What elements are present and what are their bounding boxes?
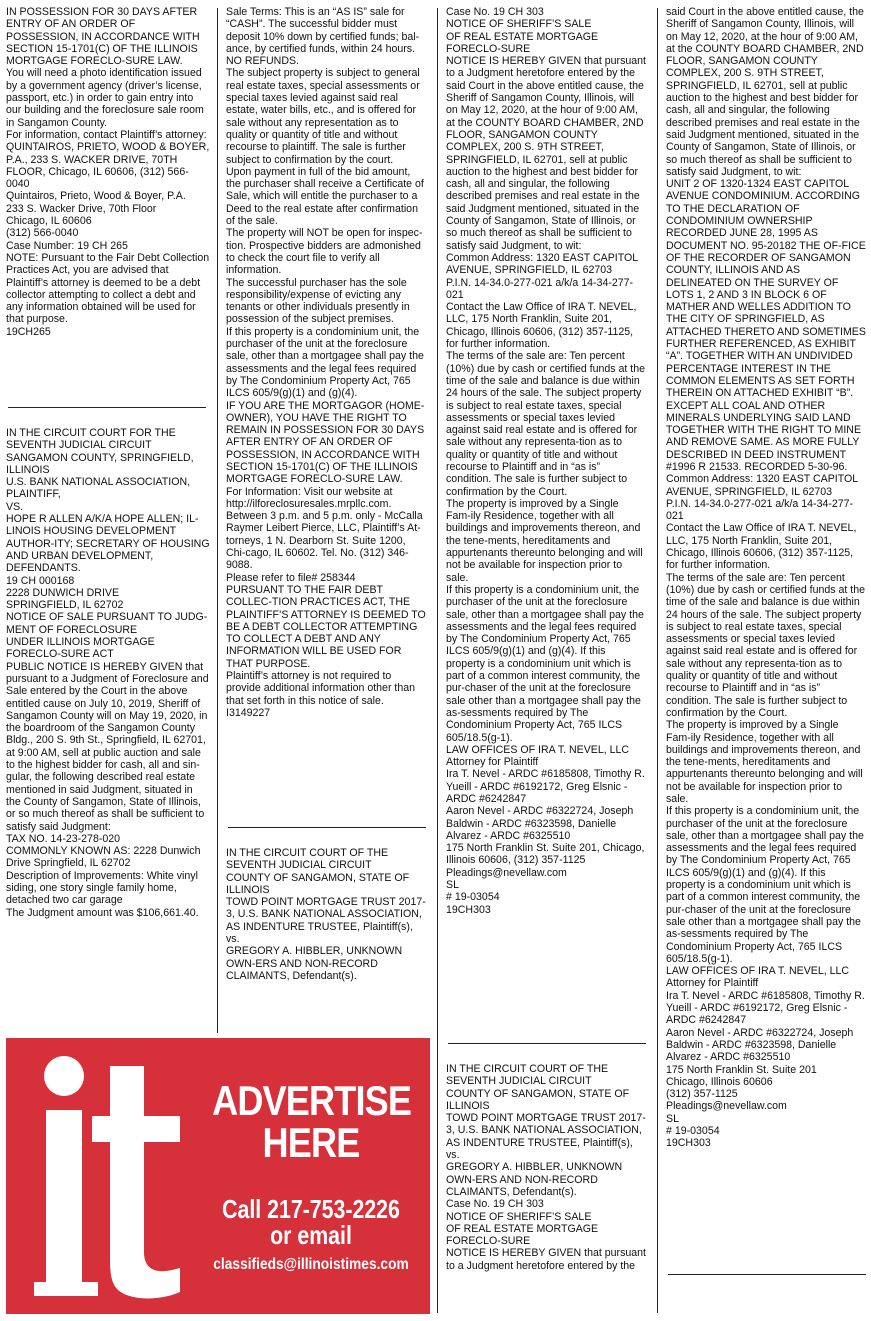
ad-email-link[interactable]: classifieds@illinoistimes.com — [213, 1256, 409, 1273]
column-4 — [666, 6, 866, 1150]
notice-divider — [448, 1043, 646, 1044]
notice-text: IN THE CIRCUIT COURT OF THE SEVENTH JUDICIAL CIRCUIT COUNTY OF SANGAMON, STATE OF ILLINOIS TOWD POINT MORTGAGE TRUST 2017-3, U.S. BANK NATIONAL ASSOCIATION, AS INDENTURE TRUSTEE, Plaintiff(s), vs. GREGORY A. HIBBLER, UNKNOWN OWN-ERS AND NON-RECORD CLAIMANTS, Defendant(s). — [226, 847, 426, 982]
notice-text: Sale Terms: This is an “AS IS” sale for “CASH”. The successful bidder must deposit 10% down by certified funds; bal-ance, by certified funds, within 24 hours. NO REFUNDS. The subject property is subject to general real estate taxes, special assessments or special taxes levied against said real estate, water bills, etc., and is offered for sale without any representation as to quality or quantity of title and without recourse to plaintiff. The sale is further subject to confirmation by the court. Upon payment in full of the bid amount, the purchaser shall receive a Certificate of Sale, which will entitle the purchaser to a Deed to the real estate after confirmation of the sale. The property will NOT be open for inspec-tion. Prospective bidders are admonished to check the court file to verify all information. The successful purchaser has the sole responsibility/expense of evicting any tenants or other individuals presently in possession of the subject premises. If this property is a condominium unit, the purchaser of the unit at the foreclosure sale, other than a mortgagee shall pay the assessments and the legal fees required by The Condominium Property Act, 765 ILCS 605/9(g)(1) and (g)(4). IF YOU ARE THE MORTGAGOR (HOME-OWNER), YOU HAVE THE RIGHT TO REMAIN IN POSSESSION FOR 30 DAYS AFTER ENTRY OF AN ORDER OF POSSESSION, IN ACCORDANCE WITH SECTION 15-1701(C) OF THE ILLINOIS MORTGAGE FORECLO-SURE LAW. For Information: Visit our website at http://ilforeclosuresales.mrpllc.com. Between 3 p.m. and 5 p.m. only - McCalla Raymer Leibert Pierce, LLC, Plaintiff’s At-torneys, 1 N. Dearborn St. Suite 1200, Chi-cago, IL 60602. Tel. No. (312) 346-9088. Please refer to file# 258344 PURSUANT TO THE FAIR DEBT COLLEC-TION PRACTICES ACT, THE PLAINTIFF’S ATTORNEY IS DEEMED TO BE A DEBT COLLECTOR ATTEMPTING TO COLLECT A DEBT AND ANY INFORMATION WILL BE USED FOR THAT PURPOSE. Plaintiff’s attorney is not required to provide additional information other than that set forth in this notice of sale. I3149227 — [226, 6, 426, 719]
column-separator — [437, 8, 438, 1313]
illinois-times-logo-icon — [12, 1033, 192, 1304]
ad-or-email: or email — [270, 1220, 352, 1250]
column-1-lower — [6, 427, 210, 919]
column-3 — [446, 6, 646, 916]
column-separator — [657, 8, 658, 1313]
column-separator — [217, 8, 218, 1033]
notice-divider — [668, 1274, 866, 1275]
ad-headline-line-2: HERE — [262, 1119, 360, 1166]
ad-phone[interactable]: Call 217-753-2226 — [222, 1194, 400, 1224]
notice-text: said Court in the above entitled cause, the Sheriff of Sangamon County, Illinois, will on May 12, 2020, at the hour of 9:00 AM, at the COUNTY BOARD CHAMBER, 2ND FLOOR, SANGAMON COUNTY COMPLEX, 200 S. 9TH STREET, SPRINGFIELD, IL 62701, sell at public auction to the highest and best bidder for cash, all and singular, the following described premises and real estate in the said Judgment mentioned, situated in the County of Sangamon, State of Illinois, or so much thereof as shall be sufficient to satisfy said Judgment, to wit: UNIT 2 OF 1320-1324 EAST CAPITOL AVENUE CONDOMINIUM. ACCORDING TO THE DECLARATION OF CONDOMINIUM OWNERSHIP RECORDED JUNE 28, 1995 AS DOCUMENT NO. 95-20182 THE OF-FICE OF THE RECORDER OF SANGAMON COUNTY, ILLINOIS AND AS DELINEATED ON THE SURVEY OF LOTS 1, 2 AND 3 IN BLOCK 6 OF MATHER AND WELLES ADDITION TO THE CITY OF SPRINGFIELD, AS ATTACHED THERETO AND SOMETIMES FURTHER REFERENCED, AS EXHIBIT “A”. TOGETHER WITH AN UNDIVIDED PERCENTAGE INTEREST IN THE COMMON ELEMENTS AS SET FORTH THEREIN ON ATTACHED EXHIBIT “B”. EXCEPT ALL COAL AND OTHER MINERALS UNDERLYING SAID LAND TOGETHER WITH THE RIGHT TO MINE AND REMOVE SAME. AS MORE FULLY DESCRIBED IN DEED INSTRUMENT #1996 R 21533. RECORDED 5-30-96. Common Address: 1320 EAST CAPITOL AVENUE, SPRINGFIELD, IL 62703 P.I.N. 14-34.0-277-021 a/k/a 14-34-277-021 Contact the Law Office of IRA T. NEVEL, LLC, 175 North Franklin, Suite 201, Chicago, Illinois 60606, (312) 357-1125, for further information. The terms of the sale are: Ten percent (10%) due by cash or certified funds at the time of the sale and balance is due within 24 hours of the sale. The subject property is subject to real estate taxes, special assessments or special taxes levied against said real estate and is offered for sale without any representa-tion as to quality or quantity of title and without recourse to Plaintiff and in “as is” condition. The sale is further subject to confirmation by the Court. The property is improved by a Single Fam-ily Residence, together with all buildings and improvements thereon, and the tene-ments, hereditaments and appurtenants thereunto belonging and will not be available for inspection prior to sale. If this property is a condominium unit, the purchaser of the unit at the foreclosure sale, other than a mortgagee shall pay the assessments and the legal fees required by The Condominium Property Act, 765 ILCS 605/9(g)(1) and (g)(4). If this property is a condominium unit which is part of a common interest community, the pur-chaser of the unit at the foreclosure sale other than a mortgagee shall pay the as-sessments required by The Condominium Property Act, 765 ILCS 605/18.5(g-1). LAW OFFICES OF IRA T. NEVEL, LLC Attorney for Plaintiff Ira T. Nevel - ARDC #6185808, Timothy R. Yueill - ARDC #6192172, Greg Elsnic - ARDC #6242847 Aaron Nevel - ARDC #6322724, Joseph Baldwin - ARDC #6323598, Danielle Alvarez - ARDC #6325510 175 North Franklin St. Suite 201 Chicago, Illinois 60606 (312) 357-1125 Pleadings@nevellaw.com SL # 19-03054 19CH303 — [666, 6, 866, 1150]
ad-headline-line-1: ADVERTISE — [212, 1077, 412, 1124]
column-3-lower — [446, 1063, 646, 1272]
notice-text: IN POSSESSION FOR 30 DAYS AFTER ENTRY OF AN ORDER OF POSSESSION, IN ACCORDANCE WITH SECTION 15-1701(C) OF THE ILLINOIS MORTGAGE FORECLO-SURE LAW. You will need a photo identification issued by a government agency (driver’s license, passport, etc.) in order to gain entry into our building and the foreclosure sale room in Sangamon County. For information, contact Plaintiff’s attorney: QUINTAIROS, PRIETO, WOOD & BOYER, P.A., 233 S. WACKER DRIVE, 70TH FLOOR, Chicago, IL 60606, (312) 566-0040 Quintairos, Prieto, Wood & Boyer, P.A. 233 S. Wacker Drive, 70th Floor Chicago, IL 60606 (312) 566-0040 Case Number: 19 CH 265 NOTE: Pursuant to the Fair Debt Collection Practices Act, you are advised that Plaintiff’s attorney is deemed to be a debt collector attempting to collect a debt and any information obtained will be used for that purpose. 19CH265 — [6, 6, 210, 338]
column-1 — [6, 6, 210, 338]
notice-divider — [228, 827, 426, 828]
ad-headline — [212, 1077, 412, 1166]
notice-text: Case No. 19 CH 303 NOTICE OF SHERIFF’S SALE OF REAL ESTATE MORTGAGE FORECLO-SURE NOTICE IS HEREBY GIVEN that pursuant to a Judgment heretofore entered by the said Court in the above entitled cause, the Sheriff of Sangamon County, Illinois, will on May 12, 2020, at the hour of 9:00 AM, at the COUNTY BOARD CHAMBER, 2ND FLOOR, SANGAMON COUNTY COMPLEX, 200 S. 9TH STREET, SPRINGFIELD, IL 62701, sell at public auction to the highest and best bidder for cash, all and singular, the following described premises and real estate in the said Judgment mentioned, situated in the County of Sangamon, State of Illinois, or so much thereof as shall be sufficient to satisfy said Judgment, to wit: Common Address: 1320 EAST CAPITOL AVENUE, SPRINGFIELD, IL 62703 P.I.N. 14-34.0-277-021 a/k/a 14-34-277-021 Contact the Law Office of IRA T. NEVEL, LLC, 175 North Franklin, Suite 201, Chicago, Illinois 60606, (312) 357-1125, for further information. The terms of the sale are: Ten percent (10%) due by cash or certified funds at the time of the sale and balance is due within 24 hours of the sale. The subject property is subject to real estate taxes, special assessments or special taxes levied against said real estate and is offered for sale without any representa-tion as to quality or quantity of title and without recourse to Plaintiff and in “as is” condition. The sale is further subject to confirmation by the Court. The property is improved by a Single Fam-ily Residence, together with all buildings and improvements thereon, and the tene-ments, hereditaments and appurtenants thereunto belonging and will not be available for inspection prior to sale. If this property is a condominium unit, the purchaser of the unit at the foreclosure sale, other than a mortgagee shall pay the assessments and the legal fees required by The Condominium Property Act, 765 ILCS 605/9(g)(1) and (g)(4). If this property is a condominium unit which is part of a common interest community, the pur-chaser of the unit at the foreclosure sale other than a mortgagee shall pay the as-sessments required by The Condominium Property Act, 765 ILCS 605/18.5(g-1). LAW OFFICES OF IRA T. NEVEL, LLC Attorney for Plaintiff Ira T. Nevel - ARDC #6185808, Timothy R. Yueill - ARDC #6192172, Greg Elsnic - ARDC #6242847 Aaron Nevel - ARDC #6322724, Joseph Baldwin - ARDC #6323598, Danielle Alvarez - ARDC #6325510 175 North Franklin St. Suite 201, Chicago, Illinois 60606, (312) 357-1125 Pleadings@nevellaw.com SL # 19-03054 19CH303 — [446, 6, 646, 916]
advertise-here-ad[interactable] — [6, 1033, 430, 1314]
notice-divider — [8, 407, 206, 408]
notice-text: IN THE CIRCUIT COURT OF THE SEVENTH JUDICIAL CIRCUIT COUNTY OF SANGAMON, STATE OF ILLINOIS TOWD POINT MORTGAGE TRUST 2017-3, U.S. BANK NATIONAL ASSOCIATION, AS INDENTURE TRUSTEE, Plaintiff(s), vs. GREGORY A. HIBBLER, UNKNOWN OWN-ERS AND NON-RECORD CLAIMANTS, Defendant(s). Case No. 19 CH 303 NOTICE OF SHERIFF’S SALE OF REAL ESTATE MORTGAGE FORECLO-SURE NOTICE IS HEREBY GIVEN that pursuant to a Judgment heretofore entered by the — [446, 1063, 646, 1272]
logo-text: it — [12, 1033, 20, 1050]
column-2 — [226, 6, 426, 719]
column-2-lower — [226, 847, 426, 982]
ad-call — [217, 1196, 406, 1248]
notice-text: IN THE CIRCUIT COURT FOR THE SEVENTH JUDICIAL CIRCUIT SANGAMON COUNTY, SPRINGFIELD, ILLINOIS U.S. BANK NATIONAL ASSOCIATION, PLAINTIFF, VS. HOPE R ALLEN A/K/A HOPE ALLEN; IL-LINOIS HOUSING DEVELOPMENT AUTHOR-ITY; SECRETARY OF HOUSING AND URBAN DEVELOPMENT, DEFENDANTS. 19 CH 000168 2228 DUNWICH DRIVE SPRINGFIELD, IL 62702 NOTICE OF SALE PURSUANT TO JUDG-MENT OF FORECLOSURE UNDER ILLINOIS MORTGAGE FORECLO-SURE ACT PUBLIC NOTICE IS HEREBY GIVEN that pursuant to a Judgment of Foreclosure and Sale entered by the Court in the above entitled cause on July 10, 2019, Sheriff of Sangamon County will on May 19, 2020, in the boardroom of the Sangamon County Bldg., 200 S. 9th St., Springfield, IL 62701, at 9:00 AM, sell at public auction and sale to the highest bidder for cash, all and sin-gular, the following described real estate mentioned in said Judgment, situated in the County of Sangamon, State of Illinois, or so much thereof as shall be sufficient to satisfy said Judgment: TAX NO. 14-23-278-020 COMMONLY KNOWN AS: 2228 Dunwich Drive Springfield, IL 62702 Description of Improvements: White vinyl siding, one story single family home, detached two car garage The Judgment amount was $106,661.40. — [6, 427, 210, 919]
